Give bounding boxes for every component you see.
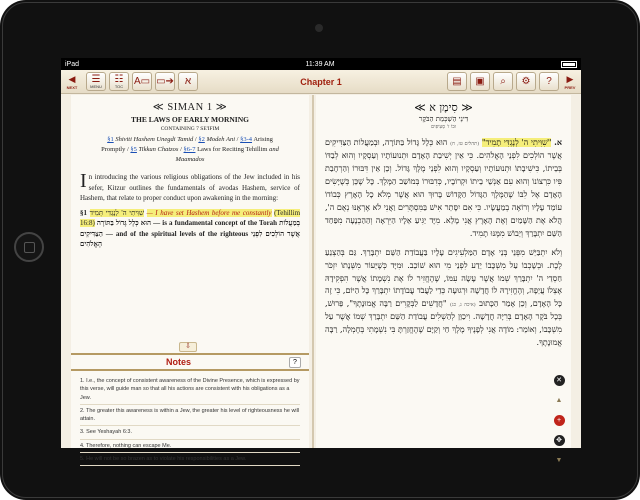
toc-button[interactable]	[109, 72, 129, 91]
hebrew-siman-title: ≪ סִימָן א ≫	[414, 101, 473, 114]
page-icon: ▤	[452, 75, 462, 87]
prev-button[interactable]	[559, 70, 581, 94]
notes-list	[71, 375, 309, 466]
siman-contains: CONTAINING 7 SE'IFIM	[160, 126, 220, 132]
clock: 11:39 AM	[305, 60, 335, 68]
scroll-up-icon[interactable]: ▲	[555, 397, 563, 404]
hebrew-source-2: (איכה ג, כג)	[449, 302, 476, 309]
english-pane[interactable]	[71, 95, 309, 462]
link-section-3-4-text: Arising Promptly	[101, 136, 273, 154]
top-toolbar	[61, 70, 581, 94]
section-1-rest: הוּא כְּלָל גָּדוֹל בַּתּוֹרָה — is a fundamental concept of the Torah בְּמַעֲלוֹת הַצַּדִּיקִים — and of the spiritual levels of the righteous אֲשֶׁר הוֹלְכִים לִפְנֵי הָאֱלֹהִים	[80, 219, 300, 249]
notes-header	[71, 353, 309, 371]
next-label: NEXT	[66, 84, 78, 90]
search-button[interactable]	[493, 72, 513, 91]
note-item[interactable]: 2. The greater this awareness is within a Jew, the greater his level of righteousness he will attain.	[80, 405, 300, 427]
note-item[interactable]: 5. He will not be so brazen as to violate his responsibilities as a Jew.	[80, 453, 300, 466]
link-section-5[interactable]: §5	[130, 146, 137, 154]
section-1-source: (Tehillim 16:8)	[80, 208, 301, 228]
home-square-icon	[24, 242, 35, 253]
home-button[interactable]	[14, 232, 44, 262]
search-icon: ⌕	[500, 75, 506, 87]
section-1	[80, 208, 300, 250]
toc-icon: ☷	[114, 73, 124, 85]
notes-help-button[interactable]: ?	[289, 357, 301, 368]
section-links: §1 Shiviti Hashem Unegdi Tamid / §2 Modeh Ani / §3-4 Arising Promptly / §5 Tikkun Chatzos / §6-7 Laws for Reciting Tehillim and Maamados	[101, 136, 279, 164]
down-arrow-icon: ⇩	[185, 343, 191, 350]
hebrew-pane[interactable]	[316, 95, 571, 464]
section-1-hebrew: שִׁוִּיתִי ה' לְנֶגְדִּי תָּמִיד	[89, 208, 144, 217]
pane-divider[interactable]	[312, 95, 314, 448]
link-section-3-4[interactable]: §3-4	[240, 136, 253, 143]
link-section-1-text: Shiviti Hashem Unegdi Tamid	[115, 136, 194, 143]
help-button[interactable]	[539, 72, 559, 91]
hebrew-highlight: "שִׁוִּיתִי ה' לְנֶגְדִּי תָמִיד"	[481, 138, 552, 147]
link-section-2-text: Modeh Ani	[206, 136, 236, 143]
hebrew-subtitle: דִּינֵי הַשְׁכָּמַת הַבֹּקֶר	[418, 115, 469, 123]
arrow-left-icon: ◀	[68, 73, 76, 84]
hebrew-contains: וּבוֹ ז' סְעִיפִים	[431, 124, 456, 130]
help-icon: ?	[546, 75, 552, 87]
menu-button[interactable]	[86, 72, 106, 91]
english-content	[71, 95, 309, 256]
bookmark-button[interactable]	[470, 72, 490, 91]
hebrew-body-4: "חֲדָשִׁים לַבְּקָרִים רַבָּה אֱמוּנָתֶךָ", פֵּרוּשׁ, בְּכָל בֹּקֶר הָאָדָם בְּרִיָּה חֲדָשָׁה. וִיכַוֵּן לְהַשְׁלִים עֲבוֹדַת הַשֵּׁם יִתְבָּרַךְ שְׁמוֹ אֲשֶׁר עַל מִשְׁכָּבוֹ, וְאוֹמֵר: מוֹדֶה אֲנִי לְפָנֶיךָ מֶלֶךְ חַי וְקַיָּם שֶׁהֶחֱזַרְתָּ בִּי נִשְׁמָתִי בְּחֶמְלָה, רַבָּה אֱמוּנָתֶךָ.	[325, 299, 562, 348]
device-label: iPad	[65, 60, 80, 68]
section-1-number: §1	[80, 208, 87, 217]
close-icon[interactable]: ✕	[554, 375, 565, 386]
hebrew-body-2: כִּי אִם יִסָּתֵר אִישׁ בַּמִּסְתָּרִים וַאֲנִי לֹא אֶרְאֶנּוּ נְאֻם ה', הֲלֹא אֶת הַשָּׁמַיִם וְאֶת הָאָרֶץ אֲנִי מָלֵא. מִיָּד יַגִּיעַ אֵלָיו הַיִּרְאָה וְהַהַכְנָעָה מִפַּחַד הַשֵּׁם יִתְבָּרַךְ וְיֵבוֹשׁ מִמֶּנּוּ תָמִיד.	[325, 202, 562, 238]
scroll-down-icon[interactable]: ▼	[555, 457, 563, 464]
hebrew-para-number: א.	[554, 137, 563, 147]
english-layout-button[interactable]	[132, 72, 152, 91]
notes-title: Notes	[166, 357, 192, 367]
link-section-2[interactable]: §2	[198, 136, 205, 143]
hebrew-letter-icon: א	[184, 75, 192, 87]
expand-notes-button[interactable]	[179, 342, 197, 352]
note-item[interactable]: 3. See Yeshayah 6:3.	[80, 426, 300, 439]
hebrew-paragraph-1	[325, 136, 562, 241]
links-tail: and Maamados	[175, 146, 279, 164]
siman-subtitle: THE LAWS OF EARLY MORNING	[131, 115, 249, 124]
link-section-5-text: Tikkun Chatzos	[138, 146, 179, 154]
link-section-1[interactable]: §1	[107, 136, 114, 143]
hebrew-body-3: וְלֹא יִתְבַּיֵּשׁ מִפְּנֵי בְּנֵי אָדָם הַמַּלְעִיגִים עָלָיו בַּעֲבוֹדַת הַשֵּׁם יִתְבָּרַךְ. גַּם בְּהַצְנֵעַ לֶכֶת. וּבְשָׁכְבוֹ עַל מִשְׁכָּבוֹ יֵדַע לִפְנֵי מִי הוּא שׁוֹכֵב. וּמִיָּד כְּשֶׁיֵּעוֹר מִשְּׁנָתוֹ יִזְכֹּר חַסְדֵי ה' יִתְבָּרַךְ שְׁמוֹ אֲשֶׁר עָשָׂה עִמּוֹ, שֶׁהֶחֱזִיר לוֹ אֶת נִשְׁמָתוֹ אֲשֶׁר הִפְקִידָהּ אֶצְלוֹ עֲיֵפָה, וְהֶחֱזִירָהּ לוֹ חֲדָשָׁה וּרְגוּעָה כְּדֵי לַעֲבֹד עֲבוֹדָתוֹ יִתְבָּרַךְ כָּל הַיּוֹם, כִּי זֶה כָּל הָאָדָם, וְכֵן אָמַר הַכָּתוּב	[325, 247, 563, 309]
drop-cap: I	[80, 170, 87, 193]
link-section-6-7[interactable]: §6-7	[183, 146, 196, 154]
chapter-title: Chapter 1	[300, 76, 342, 87]
link-section-6-7-text: Laws for Reciting Tehillim	[197, 146, 268, 154]
section-1-translation: — I have set Hashem before me constantly	[146, 208, 272, 217]
note-item[interactable]: 4. Therefore, nothing can escape Me.	[80, 440, 300, 453]
hebrew-source-1: (תהלים טז, ח)	[450, 141, 480, 147]
gear-icon: ⚙	[521, 75, 531, 87]
english-hebrew-icon: A▭	[133, 75, 151, 87]
settings-button[interactable]	[516, 72, 536, 91]
notes-toggle-button[interactable]	[447, 72, 467, 91]
intro-paragraph	[80, 172, 300, 204]
hebrew-paragraph-2	[325, 247, 562, 351]
toc-label: TOC	[114, 83, 124, 89]
floating-tools	[553, 375, 565, 475]
screen	[61, 58, 581, 464]
siman-title: ≪ SIMAN 1 ≫	[152, 102, 228, 113]
hebrew-layout-button[interactable]	[178, 72, 198, 91]
arrow-right-icon: ▶	[566, 74, 574, 84]
split-layout-button[interactable]	[155, 72, 175, 91]
hebrew-content	[316, 95, 571, 356]
menu-label: MENU	[90, 83, 102, 89]
briefcase-icon: ▣	[475, 75, 485, 87]
front-camera	[315, 24, 323, 32]
menu-icon: ☰	[91, 73, 101, 85]
intro-text: n introducing the various religious obligations of the Jew included in his sefer, Kitzur outlines the fundamentals of avodas Hashem, service of Hashem, that relate to proper conduct upon awakening in the morning:	[80, 173, 300, 203]
prev-label: PREV	[564, 85, 576, 90]
battery-icon	[561, 61, 577, 68]
split-view-icon: ▭➔	[156, 75, 174, 87]
toolbar-right-group	[444, 72, 559, 91]
status-bar	[61, 58, 581, 70]
hebrew-body-1: הוּא כְּלָל גָּדוֹל בַּתּוֹרָה, וּבְמַעֲלוֹת הַצַּדִּיקִים אֲשֶׁר הוֹלְכִים לִפְנֵי הָאֱלֹהִים. כִּי אֵין יְשִׁיבַת הָאָדָם וּתְנוּעוֹתָיו וְעַסְקָיו וְהוּא לְבַדּוֹ בְּבֵיתוֹ, כִּישִׁיבָתוֹ וּתְנוּעוֹתָיו וְעַסְקָיו וְהוּא לִפְנֵי מֶלֶךְ גָּדוֹל. וְכֵן אֵין דִּבּוּרוֹ וְהַרְחָבַת פִּיו כִּרְצוֹנוֹ וְהוּא עִם אַנְשֵׁי בֵיתוֹ וּקְרוֹבָיו, כְּדִבּוּרוֹ בְּמוֹשַׁב הַמֶּלֶךְ. כָּל שֶׁכֵּן כְּשֶׁיָּשִׂים הָאָדָם אֶל לִבּוֹ שֶׁהַמֶּלֶךְ הַגָּדוֹל הַקָּדוֹשׁ בָּרוּךְ הוּא אֲשֶׁר מְלֹא כָל הָאָרֶץ כְּבוֹדוֹ עוֹמֵד עָלָיו וְרוֹאֶה בְמַעֲשָׂיו.	[325, 138, 563, 212]
add-note-icon[interactable]: +	[554, 415, 565, 426]
note-item[interactable]: 1. I.e., the concept of consistent awareness of the Divine Presence, which is expressed by this verse, will guide man so that all his actions are consistent with his obligations as a Jew.	[80, 375, 300, 405]
move-icon[interactable]: ✥	[554, 435, 565, 446]
next-button[interactable]	[61, 70, 83, 94]
